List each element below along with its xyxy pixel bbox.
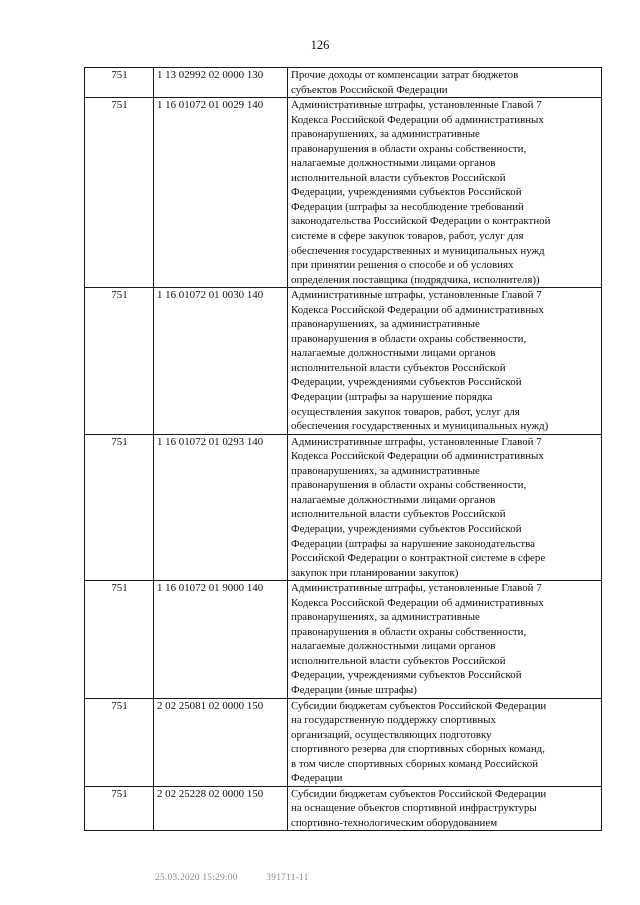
description-line: налагаемые должностными лицами органов <box>291 157 496 170</box>
description-line: налагаемые должностными лицами органов <box>291 640 496 653</box>
footer-timestamp: 25.03.2020 15:29:00 <box>155 873 238 883</box>
admin-code-cell: 751 <box>85 434 154 580</box>
description-line: налагаемые должностными лицами органов <box>291 493 496 506</box>
description-line: правонарушения в области охраны собственности, <box>291 479 527 492</box>
description-line: на оснащение объектов спортивной инфраструктуры <box>291 802 537 815</box>
budget-classification-code-cell: 1 16 01072 01 0029 140 <box>154 98 288 288</box>
description-line: Федерации (штрафы за несоблюдение требований <box>291 200 524 213</box>
description-line: Кодекса Российской Федерации об административных <box>291 303 544 316</box>
revenue-description-cell <box>288 68 602 98</box>
table-row <box>85 288 602 434</box>
revenue-description-cell <box>288 288 602 434</box>
description-line: системе в сфере закупок товаров, работ, услуг для <box>291 230 524 243</box>
description-line: исполнительной власти субъектов Российской <box>291 361 506 374</box>
admin-code-cell: 751 <box>85 698 154 786</box>
footer-doc-id: 391711-11 <box>266 873 309 883</box>
description-line: на государственную поддержку спортивных <box>291 714 496 727</box>
admin-code-cell: 751 <box>85 68 154 98</box>
description-line: обеспечения государственных и муниципальных нужд) <box>291 420 549 433</box>
table-row <box>85 434 602 580</box>
description-line: Административные штрафы, установленные Главой 7 <box>291 582 542 595</box>
description-line: обеспечения государственных и муниципальных нужд <box>291 244 545 257</box>
revenue-description-cell <box>288 98 602 288</box>
description-line: Федерации, учреждениями субъектов Российской <box>291 376 522 389</box>
description-line: Кодекса Российской Федерации об административных <box>291 450 544 463</box>
table-row <box>85 786 602 831</box>
description-line: Федерации (штрафы за нарушение порядка <box>291 391 493 404</box>
table-row <box>85 98 602 288</box>
admin-code-cell: 751 <box>85 786 154 831</box>
description-line: Субсидии бюджетам субъектов Российской Федерации <box>291 699 547 712</box>
description-line: правонарушения в области охраны собственности, <box>291 332 527 345</box>
revenue-description-cell <box>288 698 602 786</box>
budget-classification-code-cell: 1 16 01072 01 0293 140 <box>154 434 288 580</box>
description-line: налагаемые должностными лицами органов <box>291 347 496 360</box>
table-row <box>85 581 602 698</box>
budget-code-table <box>84 67 602 831</box>
description-line: Федерации, учреждениями субъектов Российской <box>291 522 522 535</box>
description-line: закупок при планировании закупок) <box>291 566 459 579</box>
description-line: при принятии решения о способе и об условиях <box>291 259 514 272</box>
admin-code-cell: 751 <box>85 581 154 698</box>
description-line: правонарушениях, за административные <box>291 464 480 477</box>
description-line: Административные штрафы, установленные Главой 7 <box>291 435 542 448</box>
description-line: правонарушениях, за административные <box>291 611 480 624</box>
description-line: осуществления закупок товаров, работ, услуг для <box>291 405 520 418</box>
description-line: спортивно-технологическим оборудованием <box>291 816 498 829</box>
budget-classification-code-cell: 2 02 25228 02 0000 150 <box>154 786 288 831</box>
revenue-description-cell <box>288 786 602 831</box>
revenue-description-cell <box>288 581 602 698</box>
description-line: Кодекса Российской Федерации об административных <box>291 596 544 609</box>
description-line: в том числе спортивных сборных команд Российской <box>291 757 539 770</box>
description-line: Российской Федерации о контрактной системе в сфере <box>291 552 546 565</box>
description-line: определения поставщика (подрядчика, исполнителя)) <box>291 273 540 286</box>
description-line: исполнительной власти субъектов Российской <box>291 654 506 667</box>
description-line: Кодекса Российской Федерации об административных <box>291 113 544 126</box>
admin-code-cell: 751 <box>85 98 154 288</box>
revenue-description-cell <box>288 434 602 580</box>
description-line: Федерации (иные штрафы) <box>291 683 417 696</box>
table-body <box>85 68 602 831</box>
description-line: правонарушения в области охраны собственности, <box>291 625 527 638</box>
description-line: исполнительной власти субъектов Российской <box>291 508 506 521</box>
budget-classification-code-cell: 2 02 25081 02 0000 150 <box>154 698 288 786</box>
description-line: Федерации <box>291 772 343 785</box>
description-line: правонарушениях, за административные <box>291 318 480 331</box>
description-line: спортивного резерва для спортивных сборных команд, <box>291 743 545 756</box>
description-line: законодательства Российской Федерации о контрактной <box>291 215 551 228</box>
description-line: Федерации, учреждениями субъектов Российской <box>291 669 522 682</box>
description-line: Субсидии бюджетам субъектов Российской Федерации <box>291 787 547 800</box>
admin-code-cell: 751 <box>85 288 154 434</box>
page-number: 126 <box>310 38 330 52</box>
description-line: организаций, осуществляющих подготовку <box>291 728 492 741</box>
page-footer <box>155 873 335 883</box>
description-line: исполнительной власти субъектов Российской <box>291 171 506 184</box>
description-line: правонарушениях, за административные <box>291 128 480 141</box>
table-row <box>85 698 602 786</box>
budget-classification-code-cell: 1 16 01072 01 0030 140 <box>154 288 288 434</box>
budget-classification-code-cell: 1 13 02992 02 0000 130 <box>154 68 288 98</box>
budget-classification-code-cell: 1 16 01072 01 9000 140 <box>154 581 288 698</box>
description-line: Федерации (штрафы за нарушение законодательства <box>291 537 535 550</box>
description-line: правонарушения в области охраны собственности, <box>291 142 527 155</box>
table-row <box>85 68 602 98</box>
description-line: субъектов Российской Федерации <box>291 83 448 96</box>
description-line: Прочие доходы от компенсации затрат бюджетов <box>291 69 519 81</box>
description-line: Административные штрафы, установленные Главой 7 <box>291 99 542 112</box>
description-line: Федерации, учреждениями субъектов Российской <box>291 186 522 199</box>
description-line: Административные штрафы, установленные Главой 7 <box>291 289 542 302</box>
